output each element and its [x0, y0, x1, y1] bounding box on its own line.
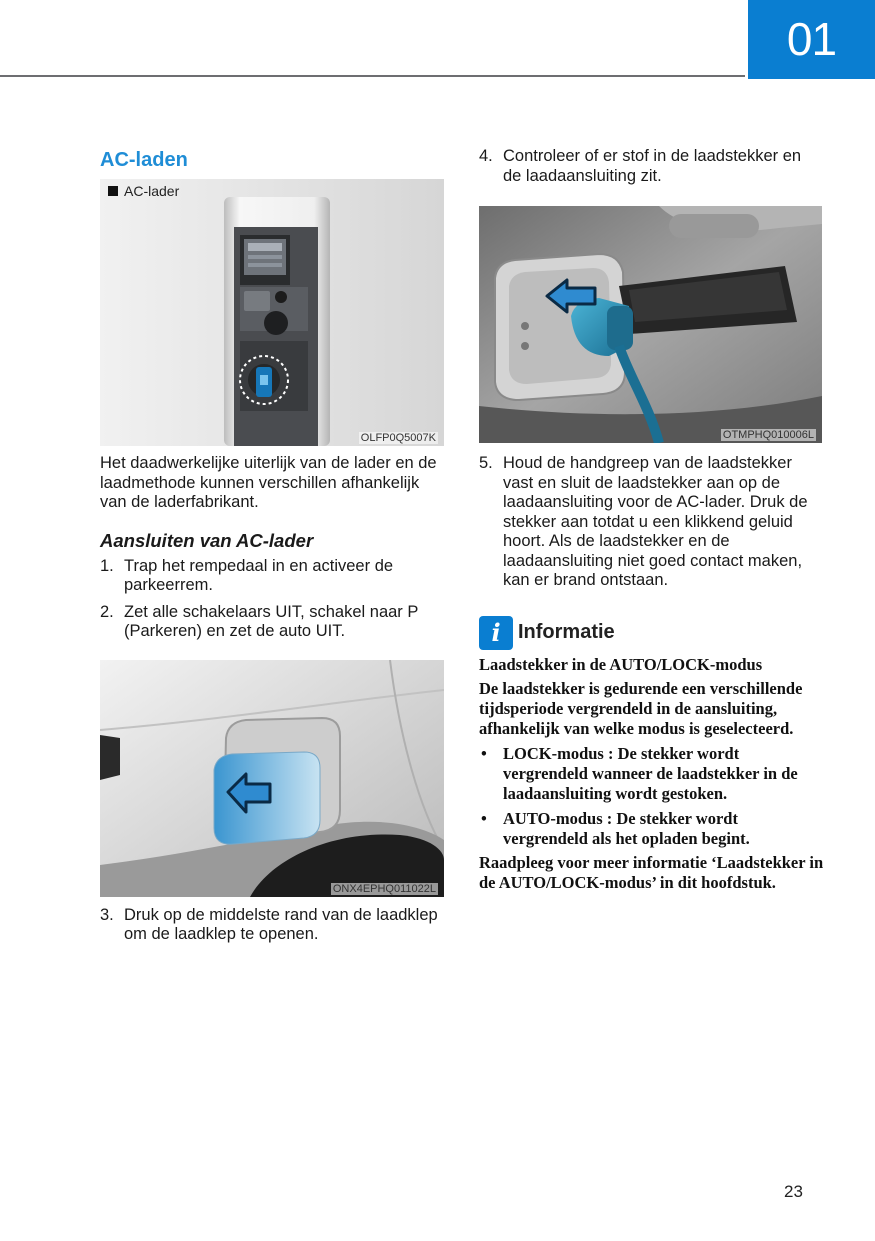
figure-code: OTMPHQ010006L	[722, 429, 814, 441]
section-title: AC-laden	[100, 149, 188, 171]
figure-code: OLFP0Q5007K	[360, 432, 436, 444]
bullet-text: AUTO-modus : De stekker wordt vergrendeld als het opladen begint.	[503, 808, 750, 848]
left-column	[100, 145, 446, 945]
square-bullet-icon	[108, 186, 118, 196]
info-title: Informatie	[518, 621, 615, 643]
ac-charger-figure	[100, 179, 444, 446]
step-4	[479, 147, 824, 186]
charging-flap-figure	[100, 660, 444, 897]
bullet-dot-icon: •	[481, 743, 487, 763]
info-icon: i	[479, 616, 513, 650]
bullet-text: LOCK-modus : De stekker wordt vergrendeld wanneer de laadstekker in de laadaansluiting wordt gestoken.	[503, 743, 798, 803]
subheading: Aansluiten van AC-lader	[100, 529, 314, 551]
page-number: 23	[784, 1182, 803, 1201]
header-rule	[0, 75, 745, 77]
info-header	[479, 615, 824, 651]
step-text: Houd de handgreep van de laadstekker vast en sluit de laadstekker aan op de laadaansluiting voor de AC-lader. Druk de stekker aan totdat u een klikkend geluid hoort. Als de laadstekker en de laadaansluiting niet goed contact maken, kan er brand ontstaan.	[503, 454, 808, 589]
ac-charger-illustration	[100, 179, 444, 446]
info-paragraph: De laadstekker is gedurende een verschillende tijdsperiode vergrendeld in de aansluiting, afhankelijk van welke modus is geselecteerd.	[479, 678, 803, 738]
step-text: Controleer of er stof in de laadstekker en de laadaansluiting zit.	[503, 147, 802, 185]
plug-connection-illustration	[479, 206, 822, 443]
step-number: 5.	[479, 454, 493, 472]
info-body	[479, 655, 824, 893]
info-bullet-2	[479, 809, 824, 849]
intro-text: Het daadwerkelijke uiterlijk van de lader en de laadmethode kunnen verschillen afhankelijk van de laderfabrikant.	[100, 454, 437, 511]
chapter-tab: 01	[748, 0, 875, 79]
step-1	[100, 557, 446, 596]
bullet-dot-icon: •	[481, 808, 487, 828]
step-5	[479, 454, 824, 591]
step-text: Druk op de middelste rand van de laadklep om de laadklep te openen.	[124, 905, 438, 943]
step-number: 1.	[100, 556, 114, 575]
right-column	[479, 145, 824, 893]
step-3	[100, 906, 446, 945]
step-text: Trap het rempedaal in en activeer de parkeerrem.	[124, 556, 394, 594]
figure-code: ONX4EPHQ011022L	[332, 882, 436, 895]
step-number: 3.	[100, 905, 114, 924]
charging-flap-illustration	[100, 660, 444, 897]
step-text: Zet alle schakelaars UIT, schakel naar P (Parkeren) en zet de auto UIT.	[124, 602, 419, 640]
step-2	[100, 603, 446, 642]
info-bullet-1	[479, 744, 824, 804]
info-heading: Laadstekker in de AUTO/LOCK-modus	[479, 654, 763, 674]
step-number: 2.	[100, 602, 114, 621]
plug-connection-figure	[479, 206, 822, 443]
figure-caption	[108, 183, 179, 199]
step-number: 4.	[479, 147, 493, 165]
info-footer: Raadpleeg voor meer informatie ‘Laadstekker in de AUTO/LOCK-modus’ in dit hoofdstuk.	[479, 852, 824, 892]
figure-caption-text: AC-lader	[124, 183, 180, 199]
